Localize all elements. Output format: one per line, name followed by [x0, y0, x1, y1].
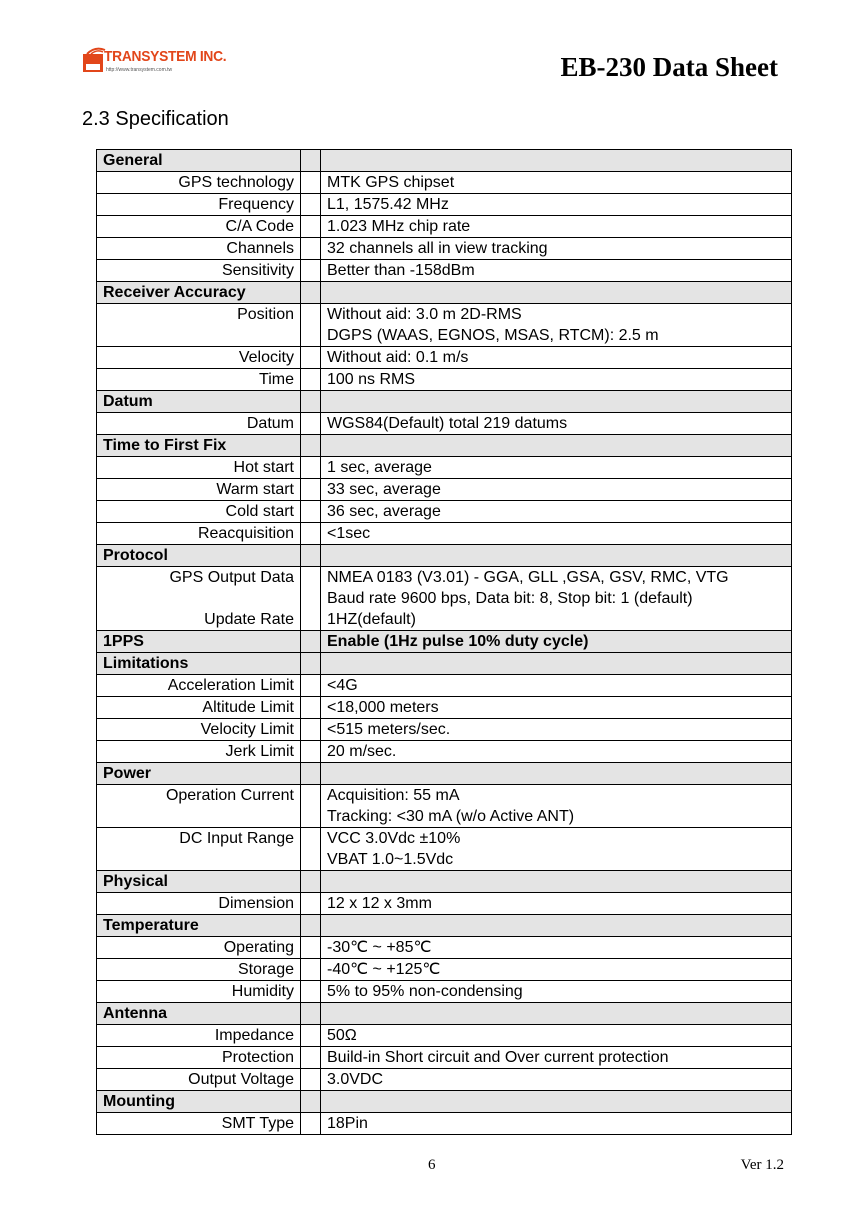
spacer-cell: [301, 150, 321, 172]
section-header-row: [97, 282, 792, 304]
spec-value: <1sec: [321, 523, 792, 545]
section-header-row: [97, 150, 792, 172]
spec-value: <18,000 meters: [321, 697, 792, 719]
spec-value: 5% to 95% non-condensing: [321, 981, 792, 1003]
spec-label: Velocity: [97, 347, 301, 369]
section-header-row: [97, 871, 792, 893]
spec-value: Without aid: 0.1 m/s: [321, 347, 792, 369]
spec-value: [321, 763, 792, 785]
spec-value: <4G: [321, 675, 792, 697]
spec-value: -30℃ ~ +85℃: [321, 937, 792, 959]
spec-value: Build-in Short circuit and Over current protection: [321, 1047, 792, 1069]
spec-value: 3.0VDC: [321, 1069, 792, 1091]
section-header-label: Limitations: [97, 653, 301, 675]
spec-label: C/A Code: [97, 216, 301, 238]
spacer-cell: [301, 260, 321, 282]
spec-row: [97, 457, 792, 479]
spacer-cell: [301, 304, 321, 347]
spec-row: [97, 697, 792, 719]
spec-row: [97, 937, 792, 959]
spec-row: [97, 981, 792, 1003]
spec-label: SMT Type: [97, 1113, 301, 1135]
spec-value: [321, 871, 792, 893]
spacer-cell: [301, 194, 321, 216]
spacer-cell: [301, 238, 321, 260]
spec-row: [97, 369, 792, 391]
spacer-cell: [301, 785, 321, 828]
spec-value: 20 m/sec.: [321, 741, 792, 763]
spec-label: Velocity Limit: [97, 719, 301, 741]
spec-label-line: Update Rate: [204, 611, 294, 628]
spec-value: WGS84(Default) total 219 datums: [321, 413, 792, 435]
section-header-row: [97, 653, 792, 675]
version: Ver 1.2: [740, 1157, 784, 1173]
spec-row: [97, 347, 792, 369]
spec-value: 36 sec, average: [321, 501, 792, 523]
spec-label: Humidity: [97, 981, 301, 1003]
spec-label: Impedance: [97, 1025, 301, 1047]
spacer-cell: [301, 457, 321, 479]
section-header-row: [97, 435, 792, 457]
spacer-cell: [301, 1025, 321, 1047]
section-header-row: [97, 763, 792, 785]
spec-value: [321, 1003, 792, 1025]
spec-label: Datum: [97, 413, 301, 435]
spacer-cell: [301, 981, 321, 1003]
spacer-cell: [301, 413, 321, 435]
spacer-cell: [301, 369, 321, 391]
spec-row: [97, 216, 792, 238]
section-header-row: [97, 915, 792, 937]
spacer-cell: [301, 697, 321, 719]
spacer-cell: [301, 828, 321, 871]
spacer-cell: [301, 719, 321, 741]
spacer-cell: [301, 1047, 321, 1069]
spec-value-line: Acquisition: 55 mA: [327, 787, 460, 804]
spec-label: Channels: [97, 238, 301, 260]
spec-value: 12 x 12 x 3mm: [321, 893, 792, 915]
section-header-label: Power: [97, 763, 301, 785]
spec-value: [321, 391, 792, 413]
spec-value: L1, 1575.42 MHz: [321, 194, 792, 216]
spec-row: [97, 1113, 792, 1135]
spec-label: Frequency: [97, 194, 301, 216]
spec-value: [321, 545, 792, 567]
spec-label: Storage: [97, 959, 301, 981]
spec-label: Output Voltage: [97, 1069, 301, 1091]
spacer-cell: [301, 479, 321, 501]
spec-label: Time: [97, 369, 301, 391]
section-header-label: Time to First Fix: [97, 435, 301, 457]
spec-value: [321, 915, 792, 937]
spec-value: [321, 435, 792, 457]
spec-label: [97, 567, 301, 631]
section-header-label: 1PPS: [97, 631, 301, 653]
spec-row: [97, 501, 792, 523]
spacer-cell: [301, 763, 321, 785]
spec-label: Altitude Limit: [97, 697, 301, 719]
spec-label: Dimension: [97, 893, 301, 915]
spec-value-line: DGPS (WAAS, EGNOS, MSAS, RTCM): 2.5 m: [327, 327, 659, 344]
spec-value-line: Without aid: 3.0 m 2D-RMS: [327, 306, 522, 323]
specification-table: [96, 149, 792, 1135]
spec-value-line: Tracking: <30 mA (w/o Active ANT): [327, 808, 575, 825]
spec-row: [97, 675, 792, 697]
section-header-label: Datum: [97, 391, 301, 413]
spec-label: Operation Current: [97, 785, 301, 828]
section-header-row: [97, 545, 792, 567]
spec-label: Operating: [97, 937, 301, 959]
spec-row: [97, 194, 792, 216]
spec-row: [97, 741, 792, 763]
spec-row: [97, 828, 792, 871]
spec-row: [97, 304, 792, 347]
spec-label: Jerk Limit: [97, 741, 301, 763]
spec-value: 18Pin: [321, 1113, 792, 1135]
spacer-cell: [301, 391, 321, 413]
section-title: 2.3 Specification: [82, 108, 229, 130]
spacer-cell: [301, 282, 321, 304]
spec-row: [97, 785, 792, 828]
spacer-cell: [301, 501, 321, 523]
spec-value: 100 ns RMS: [321, 369, 792, 391]
spec-label: Cold start: [97, 501, 301, 523]
section-header-label: Mounting: [97, 1091, 301, 1113]
section-header-label: Receiver Accuracy: [97, 282, 301, 304]
spec-label: Protection: [97, 1047, 301, 1069]
spacer-cell: [301, 915, 321, 937]
section-header-label: Protocol: [97, 545, 301, 567]
section-header-row: [97, 1003, 792, 1025]
spacer-cell: [301, 435, 321, 457]
spec-value-line: 1HZ(default): [327, 611, 416, 628]
spec-label: Sensitivity: [97, 260, 301, 282]
spec-value: Better than -158dBm: [321, 260, 792, 282]
spec-value: Enable (1Hz pulse 10% duty cycle): [321, 631, 792, 653]
spec-value: [321, 150, 792, 172]
spacer-cell: [301, 893, 321, 915]
document-title: EB-230 Data Sheet: [560, 52, 778, 82]
spec-row: [97, 523, 792, 545]
spec-label: Reacquisition: [97, 523, 301, 545]
spec-value: [321, 828, 792, 871]
spec-value-line: NMEA 0183 (V3.01) - GGA, GLL ,GSA, GSV, RMC, VTG: [327, 569, 729, 586]
spacer-cell: [301, 567, 321, 631]
spacer-cell: [301, 675, 321, 697]
spacer-cell: [301, 523, 321, 545]
spacer-cell: [301, 653, 321, 675]
section-header-label: General: [97, 150, 301, 172]
spec-value: 33 sec, average: [321, 479, 792, 501]
spec-row: [97, 567, 792, 631]
spec-value-line: VCC 3.0Vdc ±10%: [327, 830, 461, 847]
spacer-cell: [301, 871, 321, 893]
page-number: 6: [428, 1157, 436, 1173]
section-header-label: Physical: [97, 871, 301, 893]
spec-row: [97, 959, 792, 981]
spec-row: [97, 238, 792, 260]
spec-value: MTK GPS chipset: [321, 172, 792, 194]
spec-row: [97, 893, 792, 915]
spec-value-line: Baud rate 9600 bps, Data bit: 8, Stop bit: 1 (default): [327, 590, 693, 607]
spec-label: Hot start: [97, 457, 301, 479]
spec-row: [97, 479, 792, 501]
spacer-cell: [301, 937, 321, 959]
spec-value: 1.023 MHz chip rate: [321, 216, 792, 238]
logo-url: http://www.transystem.com.tw: [106, 67, 173, 73]
spacer-cell: [301, 1091, 321, 1113]
spec-row: [97, 1025, 792, 1047]
spacer-cell: [301, 959, 321, 981]
spec-row: [97, 1069, 792, 1091]
spec-value: [321, 785, 792, 828]
section-header-label: Temperature: [97, 915, 301, 937]
spec-label: Warm start: [97, 479, 301, 501]
section-header-row: [97, 1091, 792, 1113]
spacer-cell: [301, 172, 321, 194]
spec-value: [321, 567, 792, 631]
spec-value: [321, 304, 792, 347]
spec-row: [97, 719, 792, 741]
spec-value: [321, 282, 792, 304]
spec-row: [97, 1047, 792, 1069]
spec-value: <515 meters/sec.: [321, 719, 792, 741]
spacer-cell: [301, 631, 321, 653]
spec-value: [321, 1091, 792, 1113]
spec-row: [97, 172, 792, 194]
spec-value: -40℃ ~ +125℃: [321, 959, 792, 981]
spec-value: [321, 653, 792, 675]
spec-label-line: GPS Output Data: [169, 569, 294, 586]
spacer-cell: [301, 1003, 321, 1025]
spec-row: [97, 260, 792, 282]
logo-text: TRANSYSTEM INC.: [104, 48, 227, 65]
spacer-cell: [301, 1113, 321, 1135]
spec-value: 1 sec, average: [321, 457, 792, 479]
spec-label: Position: [97, 304, 301, 347]
section-header-row: [97, 391, 792, 413]
spec-value: 50Ω: [321, 1025, 792, 1047]
spacer-cell: [301, 347, 321, 369]
spacer-cell: [301, 545, 321, 567]
spec-label: DC Input Range: [97, 828, 301, 871]
spec-label: GPS technology: [97, 172, 301, 194]
spec-value: 32 channels all in view tracking: [321, 238, 792, 260]
spec-label: Acceleration Limit: [97, 675, 301, 697]
spacer-cell: [301, 741, 321, 763]
spec-row: [97, 413, 792, 435]
spacer-cell: [301, 216, 321, 238]
spacer-cell: [301, 1069, 321, 1091]
section-header-label: Antenna: [97, 1003, 301, 1025]
section-header-row: [97, 631, 792, 653]
spec-value-line: VBAT 1.0~1.5Vdc: [327, 851, 454, 868]
